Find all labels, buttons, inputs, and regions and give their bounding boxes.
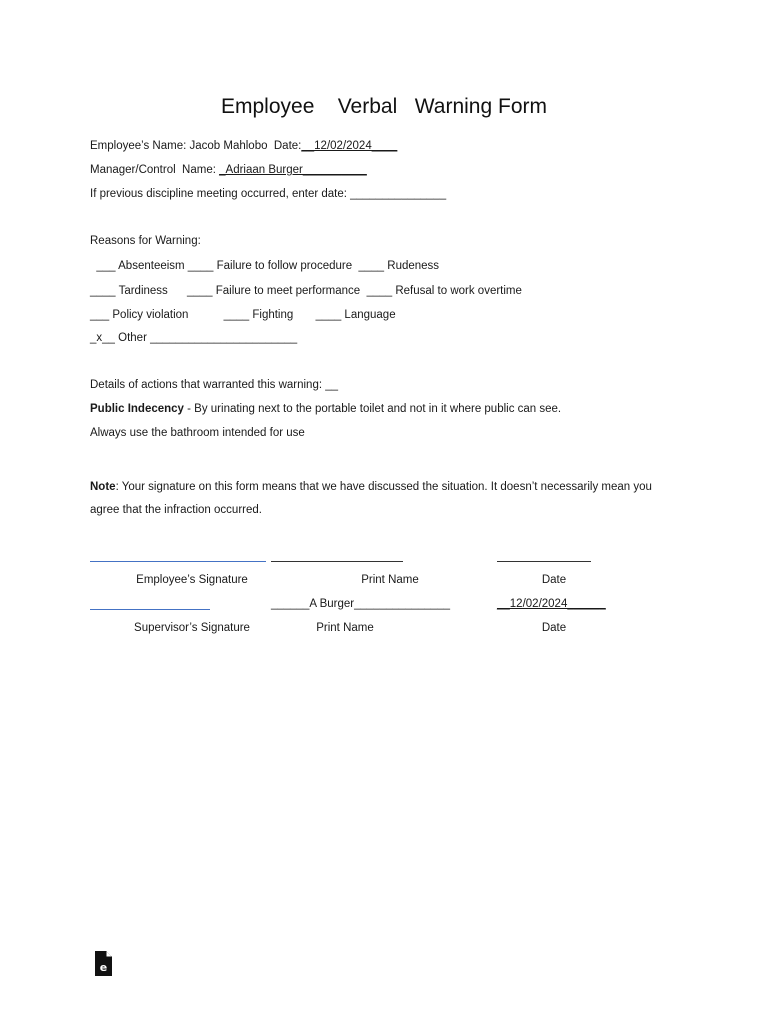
details-label: Details of actions that warranted this warning: __ [90,379,339,391]
svg-text:e: e [99,961,108,974]
employee-signature-line[interactable] [90,561,266,562]
manager-line [90,163,367,177]
details-bold-label: Public Indecency [90,403,184,415]
details-line-1 [90,402,561,416]
supervisor-date-value: __12/02/2024______ [497,598,606,610]
print-name-label-2: Print Name [316,622,374,634]
date-label-2: Date [541,622,567,634]
eforms-logo-icon [94,950,113,977]
supervisor-signature-line[interactable] [90,609,210,610]
reasons-heading: Reasons for Warning: [90,235,201,247]
reasons-row-1: ___ Absenteeism ____ Failure to follow procedure ____ Rudeness [90,260,440,272]
supervisor-print-name-value: ______A Burger_______________ [271,598,451,610]
reasons-row-3: ___ Policy violation ____ Fighting ____ Language [90,309,396,321]
note-text: : Your signature on this form means that we have discussed the situation. It doesn’t necessarily mean you [115,481,652,493]
employee-signature-label: Employee’s Signature [136,574,248,586]
employee-name-label: Employee’s Name: Jacob Mahlobo Date: [90,140,302,152]
page-title: Employee Verbal Warning Form [220,95,547,118]
date-label: Date [541,574,567,586]
note-bold-label: Note [90,481,116,493]
previous-meeting-line: If previous discipline meeting occurred, enter date: _______________ [90,188,447,200]
print-name-label: Print Name [361,574,419,586]
reasons-row-4: _x__ Other _______________________ [90,332,298,344]
employee-date-line[interactable] [497,561,591,562]
employee-print-name-line[interactable] [271,561,403,562]
supervisor-signature-label: Supervisor’s Signature [134,622,250,634]
form-date-value: __12/02/2024____ [301,140,398,152]
note-line-1 [90,480,652,494]
note-line-2: agree that the infraction occurred. [90,504,262,516]
manager-label: Manager/Control Name: [90,164,220,176]
details-line-2: Always use the bathroom intended for use [90,427,305,439]
details-text: - By urinating next to the portable toilet and not in it where public can see. [183,403,562,415]
manager-name-value: _Adriaan Burger__________ [219,164,367,176]
employee-name-line [90,139,397,153]
reasons-row-2: ____ Tardiness ____ Failure to meet performance ____ Refusal to work overtime [90,285,522,297]
